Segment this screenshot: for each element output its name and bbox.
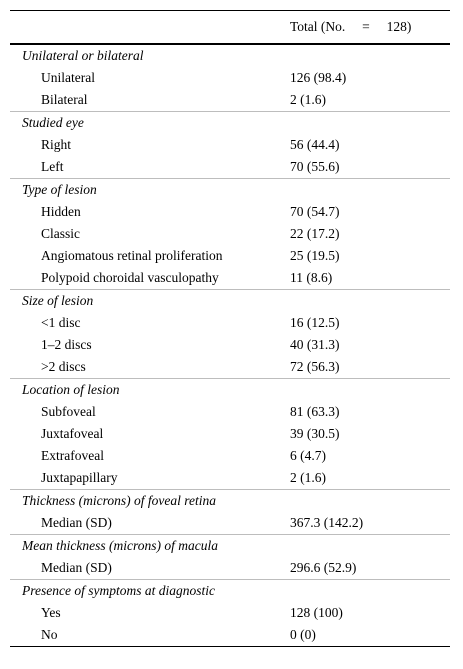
table-section <box>10 490 450 534</box>
table-row <box>10 201 450 223</box>
row-label: Classic <box>41 226 80 241</box>
table-row <box>10 445 450 467</box>
table-section <box>10 290 450 378</box>
row-label: Juxtafoveal <box>41 426 104 441</box>
row-label: Right <box>41 137 72 152</box>
table-section <box>10 535 450 579</box>
row-label: Extrafoveal <box>41 448 104 463</box>
table-row <box>10 512 450 534</box>
table-row <box>10 223 450 245</box>
column-header-total: Total (No. = 128) <box>290 19 412 34</box>
table-row <box>10 134 450 156</box>
category-label: Unilateral or bilateral <box>22 48 144 63</box>
row-label: Median (SD) <box>41 515 112 530</box>
table-row <box>10 624 450 646</box>
category-row <box>10 490 450 512</box>
category-row <box>10 290 450 312</box>
category-label: Size of lesion <box>22 293 94 308</box>
row-value: 296.6 (52.9) <box>290 560 357 575</box>
row-value: 56 (44.4) <box>290 137 340 152</box>
table-header-row <box>10 11 450 43</box>
row-value: 2 (1.6) <box>290 92 326 107</box>
row-value: 11 (8.6) <box>290 270 333 285</box>
row-label: >2 discs <box>41 359 86 374</box>
row-label: No <box>41 627 58 642</box>
table-row <box>10 423 450 445</box>
table-row <box>10 467 450 489</box>
row-value: 6 (4.7) <box>290 448 326 463</box>
table-row <box>10 245 450 267</box>
row-label: Subfoveal <box>41 404 96 419</box>
data-table <box>10 10 450 647</box>
row-value: 70 (54.7) <box>290 204 340 219</box>
row-label: Juxtapapillary <box>41 470 118 485</box>
row-value: 40 (31.3) <box>290 337 340 352</box>
table-row <box>10 312 450 334</box>
category-label: Mean thickness (microns) of macula <box>22 538 218 553</box>
row-value: 367.3 (142.2) <box>290 515 364 530</box>
row-label: Bilateral <box>41 92 88 107</box>
row-value: 0 (0) <box>290 627 316 642</box>
table-bottom-rule <box>10 646 450 647</box>
category-label: Thickness (microns) of foveal retina <box>22 493 216 508</box>
row-label: 1–2 discs <box>41 337 92 352</box>
row-label: Angiomatous retinal proliferation <box>41 248 223 263</box>
row-value: 39 (30.5) <box>290 426 340 441</box>
row-value: 72 (56.3) <box>290 359 340 374</box>
row-value: 81 (63.3) <box>290 404 340 419</box>
table-row <box>10 67 450 89</box>
table-row <box>10 156 450 178</box>
category-row <box>10 379 450 401</box>
table-row <box>10 557 450 579</box>
category-row <box>10 535 450 557</box>
category-row <box>10 45 450 67</box>
row-value: 25 (19.5) <box>290 248 340 263</box>
category-row <box>10 179 450 201</box>
category-row <box>10 112 450 134</box>
table-section <box>10 379 450 489</box>
category-label: Presence of symptoms at diagnostic <box>22 583 215 598</box>
row-value: 70 (55.6) <box>290 159 340 174</box>
row-label: Yes <box>41 605 61 620</box>
table-body <box>10 45 450 646</box>
row-label: Median (SD) <box>41 560 112 575</box>
row-value: 126 (98.4) <box>290 70 347 85</box>
row-value: 16 (12.5) <box>290 315 340 330</box>
row-label: Unilateral <box>41 70 95 85</box>
row-label: Left <box>41 159 64 174</box>
table-section <box>10 580 450 646</box>
row-value: 22 (17.2) <box>290 226 340 241</box>
category-row <box>10 580 450 602</box>
table-row <box>10 602 450 624</box>
table-section <box>10 179 450 289</box>
table-section <box>10 112 450 178</box>
table-row <box>10 89 450 111</box>
category-label: Studied eye <box>22 115 84 130</box>
table-row <box>10 267 450 289</box>
table-row <box>10 356 450 378</box>
table-row <box>10 334 450 356</box>
row-value: 2 (1.6) <box>290 470 326 485</box>
row-value: 128 (100) <box>290 605 343 620</box>
row-label: Hidden <box>41 204 81 219</box>
row-label: <1 disc <box>41 315 81 330</box>
category-label: Type of lesion <box>22 182 97 197</box>
category-label: Location of lesion <box>22 382 120 397</box>
table-section <box>10 45 450 111</box>
table-row <box>10 401 450 423</box>
row-label: Polypoid choroidal vasculopathy <box>41 270 219 285</box>
